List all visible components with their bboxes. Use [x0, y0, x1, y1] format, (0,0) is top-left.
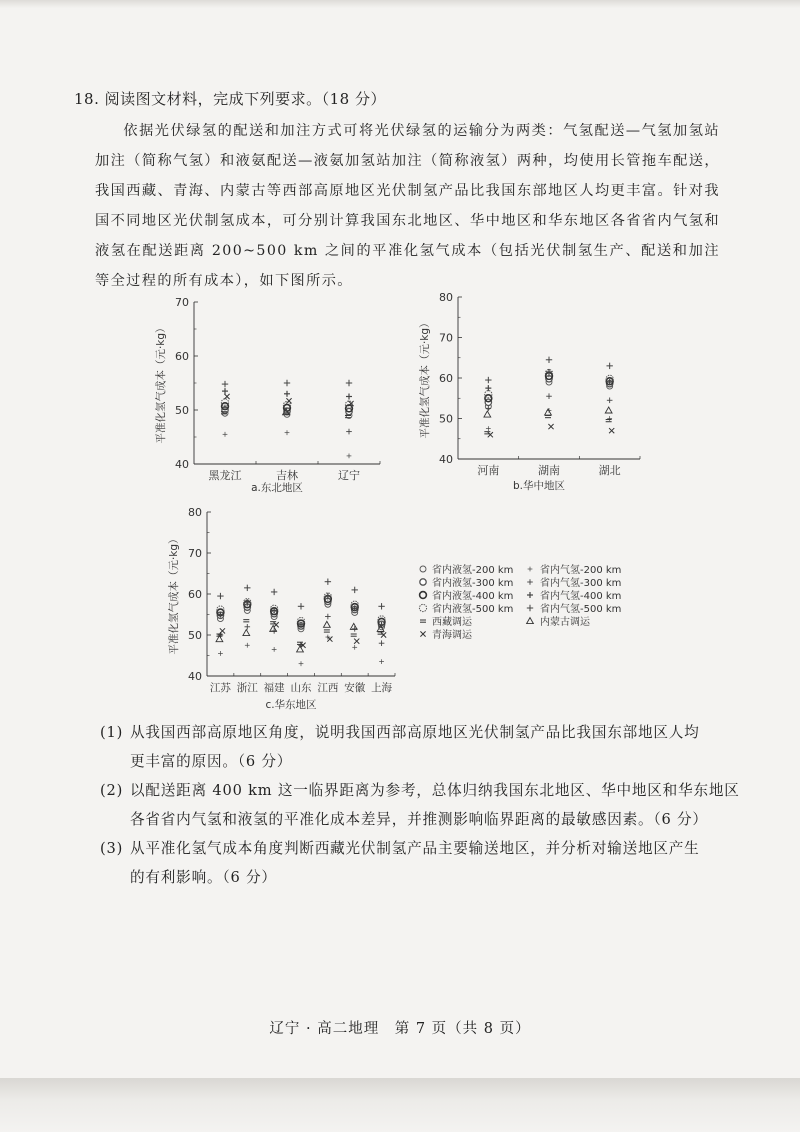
x-tick-label: 湖北 — [598, 464, 621, 477]
y-tick-label: 40 — [175, 458, 189, 471]
x-tick-label: 上海 — [371, 682, 393, 694]
x-tick-label: 辽宁 — [338, 469, 360, 482]
legend-gas-300 — [527, 576, 621, 589]
point-gas-300 — [379, 640, 385, 646]
point-neimenggu — [243, 630, 250, 636]
legend-label: 省内液氢-300 km — [432, 578, 514, 589]
point-qinghai — [220, 628, 225, 633]
scan-bottom-edge — [0, 1078, 800, 1132]
legend-gas-200 — [528, 563, 622, 576]
legend-label: 省内气氢-300 km — [540, 578, 622, 589]
legend-marker-liquid-200 — [420, 566, 426, 572]
point-gas-200 — [299, 661, 304, 666]
point-gas-500 — [346, 380, 352, 386]
subquestion-3 — [100, 834, 700, 892]
legend-marker-liquid-300 — [420, 579, 426, 585]
y-tick-label: 80 — [188, 506, 202, 519]
legend-marker-liquid-400 — [420, 592, 427, 599]
chart-title: a.东北地区 — [251, 482, 303, 494]
legend-label: 省内气氢-200 km — [540, 565, 622, 576]
point-gas-500 — [271, 589, 277, 595]
legend-marker-gas-400 — [527, 592, 533, 598]
point-gas-500 — [352, 587, 358, 593]
subquestion-number: (1) — [100, 724, 124, 741]
y-tick-label: 40 — [439, 453, 453, 466]
y-tick-label: 70 — [175, 296, 189, 309]
point-neimenggu — [484, 411, 491, 417]
point-xizang — [545, 415, 551, 417]
legend-label: 省内气氢-400 km — [540, 591, 622, 602]
legend-label: 省内液氢-400 km — [432, 591, 514, 602]
legend-marker-liquid-500 — [419, 604, 426, 611]
legend-neimenggu — [527, 615, 591, 628]
chart-legend — [414, 562, 644, 646]
subquestion-text: 以配送距离 400 km 这一临界距离为参考，总体归纳我国东北地区、华中地区和华东地区 — [130, 782, 740, 799]
point-gas-200 — [486, 426, 491, 431]
legend-liquid-500 — [419, 602, 513, 615]
point-gas-300 — [346, 429, 352, 435]
subquestion-text-cont: 更丰富的原因。（6 分） — [130, 753, 293, 770]
legend-label: 西藏调运 — [432, 617, 472, 628]
point-gas-400 — [485, 385, 491, 391]
point-gas-500 — [244, 585, 250, 591]
paragraph-text: 依据光伏绿氢的配送和加注方式可将光伏绿氢的运输分为两类：气氢配送—气氢加氢站加注（简称气氢）和液氨配送—液氨加氢站加注（简称液氢）两种，均使用长管拖车配送，我国西藏、青海、内蒙古等西部高原地区光伏制氢产品比我国东部地区人均更丰富。针对我国不同地区光伏制氢成本，可分别计算我国东北地区、华中地区和华东地区各省省内气氢和液氢在配送距离 200~500 km 之间的平准化氢气成本（包括光伏制氢生产、配送和加注等全过程的所有成本），如下图所示。 — [95, 123, 720, 289]
subquestion-1 — [100, 718, 700, 776]
y-tick-label: 80 — [439, 291, 453, 304]
point-gas-500 — [298, 603, 304, 609]
legend-marker-gas-500 — [527, 605, 533, 611]
point-gas-500 — [325, 579, 331, 585]
legend-xizang — [420, 615, 473, 628]
y-tick-label: 40 — [188, 670, 202, 683]
x-tick-label: 安徽 — [344, 682, 366, 694]
point-qinghai — [488, 432, 493, 437]
legend-marker-qinghai — [420, 631, 425, 636]
point-gas-200 — [607, 416, 612, 421]
point-xizang — [606, 420, 612, 422]
point-neimenggu — [323, 621, 330, 627]
point-gas-500 — [546, 357, 552, 363]
point-gas-500 — [222, 381, 228, 387]
point-gas-400 — [346, 394, 352, 400]
y-axis-label: 平准化氢气成本（元·kg） — [168, 533, 180, 655]
x-tick-label: 福建 — [263, 682, 285, 694]
point-xizang — [351, 634, 357, 636]
x-tick-label: 浙江 — [236, 682, 258, 694]
legend-qinghai — [420, 628, 473, 641]
subquestion-number: (3) — [100, 840, 124, 857]
x-tick-label: 山东 — [290, 682, 312, 694]
point-gas-500 — [284, 380, 290, 386]
subquestion-2 — [100, 776, 740, 834]
legend-label: 青海调运 — [432, 630, 472, 641]
point-qinghai — [609, 428, 614, 433]
x-tick-label: 河南 — [477, 464, 500, 477]
point-gas-300 — [607, 397, 613, 403]
subquestion-text-cont: 的有利影响。（6 分） — [130, 869, 277, 886]
page-footer: 辽宁 · 高二地理 第 7 页（共 8 页） — [269, 1021, 531, 1037]
legend-marker-gas-300 — [527, 579, 533, 585]
point-gas-200 — [245, 643, 250, 648]
y-tick-label: 50 — [439, 412, 453, 426]
legend-label: 内蒙古调运 — [540, 617, 590, 628]
legend-liquid-200 — [420, 563, 513, 576]
point-xizang — [243, 620, 249, 622]
point-gas-200 — [347, 454, 352, 459]
x-tick-label: 吉林 — [276, 469, 298, 482]
y-axis-label: 平准化氢气成本（元·kg） — [419, 317, 431, 439]
point-qinghai — [354, 639, 359, 644]
y-axis-label: 平准化氢气成本（元·kg） — [155, 322, 167, 444]
point-gas-300 — [244, 624, 250, 630]
point-gas-400 — [284, 391, 290, 397]
y-tick-label: 50 — [188, 629, 202, 642]
subquestion-text-cont: 各省省内气氢和液氢的平准化成本差异，并推测影响临界距离的最敏感因素。（6 分） — [130, 811, 708, 828]
point-gas-200 — [218, 651, 223, 656]
y-tick-label: 50 — [175, 404, 189, 417]
point-gas-200 — [352, 645, 357, 650]
point-gas-300 — [486, 406, 492, 412]
legend-gas-500 — [527, 602, 622, 615]
point-gas-500 — [217, 593, 223, 599]
legend-marker-xizang — [420, 620, 426, 622]
point-gas-200 — [272, 647, 277, 652]
point-gas-400 — [222, 388, 228, 394]
point-xizang — [324, 630, 330, 632]
legend-label: 省内液氢-200 km — [432, 565, 514, 576]
legend-label: 省内液氢-500 km — [432, 604, 514, 615]
y-tick-label: 60 — [175, 350, 189, 363]
subquestion-text: 从我国西部高原地区角度，说明我国西部高原地区光伏制氢产品比我国东部地区人均 — [130, 724, 700, 741]
point-gas-200 — [285, 430, 290, 435]
chart-central — [418, 288, 653, 498]
y-tick-label: 70 — [188, 547, 202, 560]
subquestion-text: 从平准化氢气成本角度判断西藏光伏制氢产品主要输送地区，并分析对输送地区产生 — [130, 840, 700, 857]
point-gas-200 — [379, 659, 384, 664]
point-qinghai — [548, 424, 553, 429]
legend-gas-400 — [527, 589, 621, 602]
point-qinghai — [274, 622, 279, 627]
legend-liquid-400 — [420, 589, 514, 602]
y-tick-label: 60 — [188, 588, 202, 601]
point-gas-500 — [378, 603, 384, 609]
y-tick-label: 60 — [439, 372, 453, 385]
legend-marker-gas-200 — [528, 567, 533, 572]
legend-marker-neimenggu — [527, 618, 534, 624]
page-top-shadow — [0, 0, 800, 8]
x-tick-label: 湖南 — [538, 464, 560, 477]
point-qinghai — [381, 632, 386, 637]
chart-title: b.华中地区 — [512, 480, 566, 492]
point-gas-300 — [546, 393, 552, 399]
x-tick-label: 江苏 — [209, 682, 231, 694]
chart-east — [165, 503, 405, 713]
chart-title: c.华东地区 — [265, 699, 317, 711]
x-tick-label: 江西 — [317, 682, 339, 694]
legend-label: 省内气氢-500 km — [540, 604, 622, 615]
point-neimenggu — [297, 646, 304, 652]
point-qinghai — [224, 394, 229, 399]
question-paragraph — [95, 116, 720, 296]
chart-northeast — [150, 292, 390, 497]
subquestion-number: (2) — [100, 782, 124, 799]
point-neimenggu — [545, 409, 552, 415]
point-gas-500 — [485, 377, 491, 383]
y-tick-label: 70 — [439, 331, 453, 345]
legend-liquid-300 — [420, 576, 514, 589]
point-neimenggu — [605, 407, 612, 413]
point-gas-500 — [606, 363, 612, 369]
question-header: 18. 阅读图文材料，完成下列要求。（18 分） — [74, 90, 386, 108]
x-tick-label: 黑龙江 — [208, 469, 242, 482]
point-gas-200 — [223, 432, 228, 437]
point-gas-300 — [325, 614, 331, 620]
